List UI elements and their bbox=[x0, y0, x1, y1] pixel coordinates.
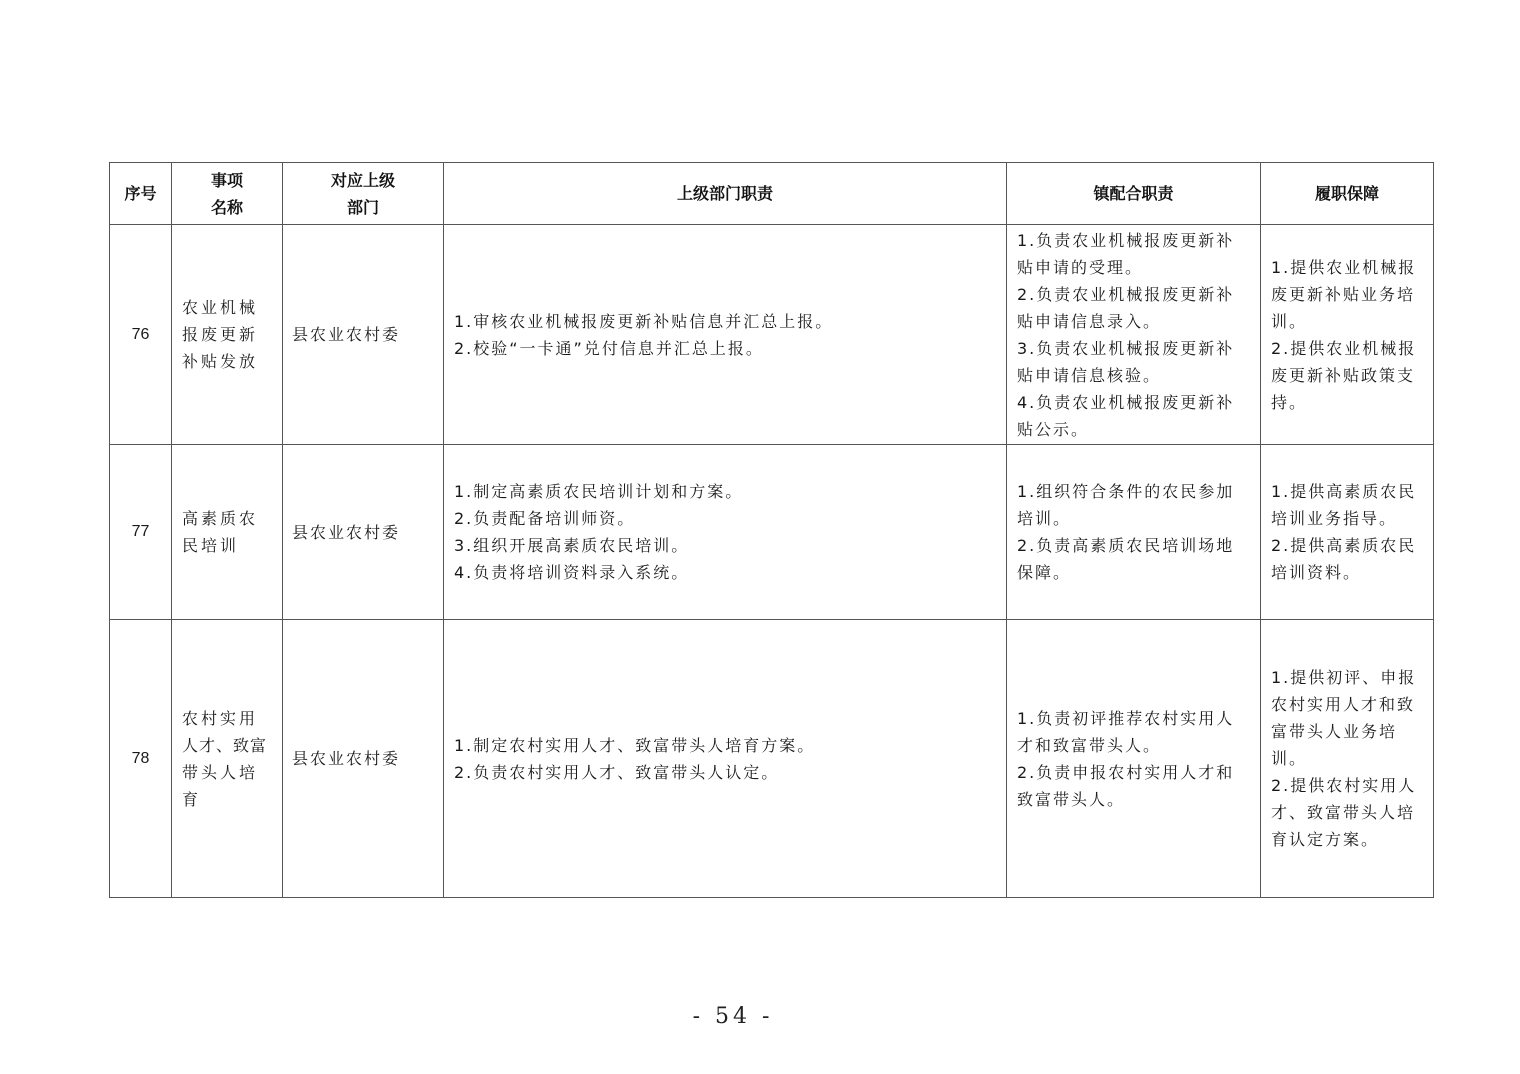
row-town-duty bbox=[1007, 445, 1261, 620]
row-item-name bbox=[172, 620, 283, 898]
row-superior-dept: 县农业农村委 bbox=[283, 225, 444, 445]
item-name-line: 育 bbox=[182, 789, 202, 809]
guarantee-line: 育认定方案。 bbox=[1271, 830, 1380, 849]
duty-line: 2.负责农村实用人才、致富带头人认定。 bbox=[454, 762, 780, 782]
duty-line: 贴申请信息核验。 bbox=[1017, 365, 1162, 385]
duty-line: 3.负责农业机械报废更新补 bbox=[1017, 338, 1235, 358]
item-name-line: 农业机械 bbox=[182, 298, 259, 317]
duty-line: 3.组织开展高素质农民培训。 bbox=[454, 536, 690, 555]
duty-line: 致富带头人。 bbox=[1017, 789, 1126, 809]
row-superior-duty bbox=[444, 445, 1007, 620]
duty-line: 培训。 bbox=[1017, 509, 1072, 528]
guarantee-line: 1.提供农业机械报 bbox=[1271, 257, 1417, 277]
duty-line: 2.负责配备培训师资。 bbox=[454, 509, 636, 528]
header-item-name-line: 名称 bbox=[210, 197, 243, 217]
header-guarantee: 履职保障 bbox=[1261, 163, 1434, 225]
item-name-line: 带头人培 bbox=[182, 762, 259, 782]
duty-line: 贴申请信息录入。 bbox=[1017, 311, 1162, 331]
header-superior-duty: 上级部门职责 bbox=[444, 163, 1007, 225]
guarantee-line: 2.提供农村实用人 bbox=[1271, 776, 1417, 795]
table-row bbox=[110, 445, 1434, 620]
row-guarantee bbox=[1261, 445, 1434, 620]
header-superior-dept-line: 对应上级 bbox=[330, 170, 395, 190]
row-town-duty bbox=[1007, 225, 1261, 445]
row-guarantee bbox=[1261, 225, 1434, 445]
duty-table bbox=[109, 162, 1434, 898]
item-name-line: 报废更新 bbox=[182, 325, 259, 344]
guarantee-line: 训。 bbox=[1271, 749, 1308, 768]
row-superior-duty bbox=[444, 225, 1007, 445]
row-seq: 77 bbox=[110, 445, 172, 620]
row-item-name bbox=[172, 445, 283, 620]
guarantee-line: 训。 bbox=[1271, 311, 1308, 331]
header-superior-dept-line: 部门 bbox=[346, 197, 379, 217]
duty-line: 2.校验“一卡通”兑付信息并汇总上报。 bbox=[454, 338, 764, 358]
row-superior-dept: 县农业农村委 bbox=[283, 620, 444, 898]
item-name-line: 人才、致富 bbox=[182, 735, 268, 755]
guarantee-line: 培训业务指导。 bbox=[1271, 509, 1398, 528]
duty-line: 贴公示。 bbox=[1017, 419, 1090, 439]
duty-line: 1.负责农业机械报废更新补 bbox=[1017, 230, 1235, 250]
duty-line: 贴申请的受理。 bbox=[1017, 257, 1144, 277]
duty-line: 保障。 bbox=[1017, 563, 1072, 582]
row-superior-duty bbox=[444, 620, 1007, 898]
duty-line: 2.负责高素质农民培训场地 bbox=[1017, 536, 1235, 555]
row-superior-dept: 县农业农村委 bbox=[283, 445, 444, 620]
duty-line: 2.负责申报农村实用人才和 bbox=[1017, 762, 1235, 782]
duty-line: 1.制定高素质农民培训计划和方案。 bbox=[454, 482, 744, 501]
guarantee-line: 2.提供高素质农民 bbox=[1271, 536, 1417, 555]
row-seq: 76 bbox=[110, 225, 172, 445]
guarantee-line: 培训资料。 bbox=[1271, 563, 1362, 582]
guarantee-line: 富带头人业务培 bbox=[1271, 722, 1398, 741]
guarantee-line: 持。 bbox=[1271, 392, 1308, 412]
item-name-line: 补贴发放 bbox=[182, 352, 259, 371]
header-item-name-line: 事项 bbox=[210, 170, 243, 190]
duty-line: 2.负责农业机械报废更新补 bbox=[1017, 284, 1235, 304]
table-row bbox=[110, 620, 1434, 898]
row-seq: 78 bbox=[110, 620, 172, 898]
guarantee-line: 1.提供高素质农民 bbox=[1271, 482, 1417, 501]
duty-line: 4.负责农业机械报废更新补 bbox=[1017, 392, 1235, 412]
row-guarantee bbox=[1261, 620, 1434, 898]
guarantee-line: 废更新补贴业务培 bbox=[1271, 284, 1416, 304]
item-name-line: 农村实用 bbox=[182, 708, 259, 728]
item-name-line: 民培训 bbox=[182, 536, 240, 555]
header-seq: 序号 bbox=[110, 163, 172, 225]
duty-line: 才和致富带头人。 bbox=[1017, 735, 1162, 755]
guarantee-line: 废更新补贴政策支 bbox=[1271, 365, 1416, 385]
guarantee-line: 农村实用人才和致 bbox=[1271, 695, 1416, 714]
duty-line: 4.负责将培训资料录入系统。 bbox=[454, 563, 690, 582]
item-name-line: 高素质农 bbox=[182, 509, 259, 528]
duty-line: 1.组织符合条件的农民参加 bbox=[1017, 482, 1235, 501]
page-number: - 54 - bbox=[692, 1004, 774, 1029]
table-header-row bbox=[110, 163, 1434, 225]
header-superior-dept bbox=[283, 163, 444, 225]
table-row bbox=[110, 225, 1434, 445]
guarantee-line: 2.提供农业机械报 bbox=[1271, 338, 1417, 358]
header-item-name bbox=[172, 163, 283, 225]
duty-line: 1.审核农业机械报废更新补贴信息并汇总上报。 bbox=[454, 311, 834, 331]
row-town-duty bbox=[1007, 620, 1261, 898]
header-town-duty: 镇配合职责 bbox=[1007, 163, 1261, 225]
guarantee-line: 1.提供初评、申报 bbox=[1271, 668, 1417, 687]
row-item-name bbox=[172, 225, 283, 445]
duty-line: 1.负责初评推荐农村实用人 bbox=[1017, 708, 1235, 728]
duty-line: 1.制定农村实用人才、致富带头人培育方案。 bbox=[454, 735, 816, 755]
guarantee-line: 才、致富带头人培 bbox=[1271, 803, 1416, 822]
